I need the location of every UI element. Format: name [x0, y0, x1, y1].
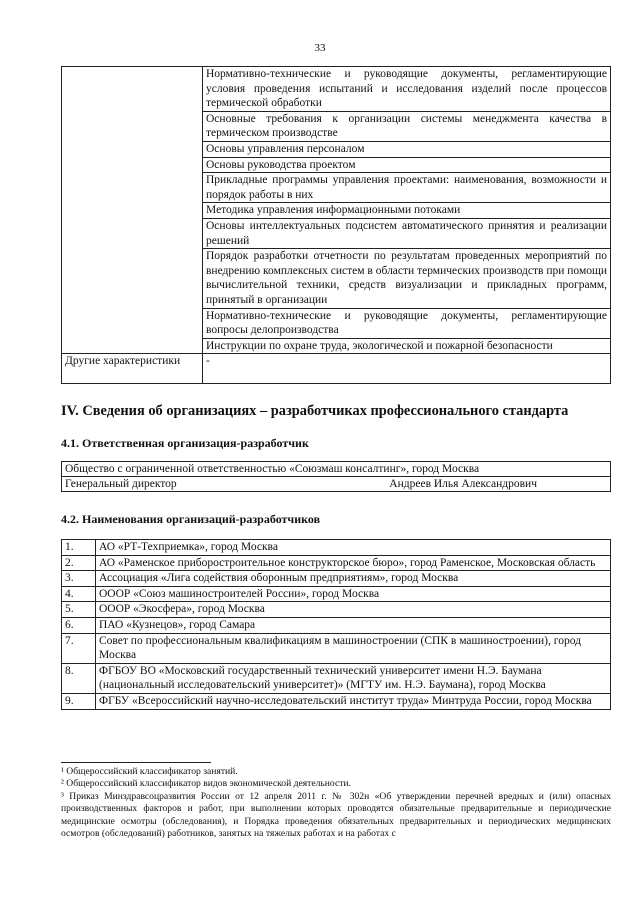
footnote: ³ Приказ Минздравсоцразвития России от 12 апреля 2011 г. № 302н «Об утверждении перечней вредных и (или) опасных производственных факторов и работ, при выполнении которых проводятся обязательные предварительные и периодические медицинские осмотры (обследования), и Порядка проведения обязательных предварительных и периодических медицинских осмотров (обследований) работников, занятых на тяжелых работах и на работах с — [61, 790, 611, 840]
table-row — [62, 663, 611, 693]
row-number: 4. — [62, 586, 96, 602]
org-name: ОООР «Союз машиностроителей России», город Москва — [96, 586, 611, 602]
row-number: 3. — [62, 571, 96, 587]
footnote-divider — [61, 762, 211, 763]
knowledge-label-cell — [62, 67, 203, 354]
knowledge-item: Методика управления информационными потоками — [203, 203, 610, 219]
director-label: Генеральный директор — [65, 478, 177, 490]
developers-table — [61, 539, 611, 710]
row-number: 2. — [62, 555, 96, 571]
table-row — [62, 693, 611, 709]
director-name: Андреев Илья Александрович — [389, 478, 537, 490]
section-title: IV. Сведения об организациях – разработчиках профессионального стандарта — [61, 403, 569, 419]
row-number: 8. — [62, 663, 96, 693]
knowledge-item: Основные требования к организации системы менеджмента качества в термическом производстве — [203, 112, 610, 142]
knowledge-table — [61, 66, 611, 384]
table-row — [62, 633, 611, 663]
row-number: 5. — [62, 602, 96, 618]
org-name: ПАО «Кузнецов», город Самара — [96, 617, 611, 633]
responsible-org-table — [61, 461, 611, 492]
table-row — [62, 602, 611, 618]
director-row — [62, 477, 611, 492]
org-name: ФГБОУ ВО «Московский государственный технический университет имени Н.Э. Баумана (национальный исследовательский университет)» (МГТУ им. Н.Э. Баумана), город Москва — [96, 663, 611, 693]
org-name: ОООР «Экосфера», город Москва — [96, 602, 611, 618]
row-number: 7. — [62, 633, 96, 663]
table-row — [62, 586, 611, 602]
org-name: ФГБУ «Всероссийский научно-исследовательский институт труда» Минтруда России, город Москва — [96, 693, 611, 709]
org-name: Совет по профессиональным квалификациям в машиностроении (СПК в машиностроении), город Москва — [96, 633, 611, 663]
table-row — [62, 555, 611, 571]
org-name: Ассоциация «Лига содействия оборонным предприятиям», город Москва — [96, 571, 611, 587]
other-characteristics-label: Другие характеристики — [62, 354, 203, 384]
table-row — [62, 617, 611, 633]
org-name: АО «РТ-Техприемка», город Москва — [96, 540, 611, 556]
footnote: ² Общероссийский классификатор видов экономической деятельности. — [61, 778, 351, 790]
knowledge-item: Основы интеллектуальных подсистем автоматического принятия и реализации решений — [203, 219, 610, 249]
table-row — [62, 571, 611, 587]
responsible-org-name: Общество с ограниченной ответственностью «Союзмаш консалтинг», город Москва — [62, 462, 611, 477]
knowledge-items-cell — [203, 67, 611, 354]
footnote: ¹ Общероссийский классификатор занятий. — [61, 766, 238, 777]
row-number: 9. — [62, 693, 96, 709]
page-number: 33 — [314, 42, 326, 54]
row-number: 6. — [62, 617, 96, 633]
subsection-title-developers: 4.2. Наименования организаций-разработчиков — [61, 512, 321, 526]
table-row — [62, 540, 611, 556]
knowledge-item: Нормативно-технические и руководящие документы, регламентирующие вопросы делопроизводства — [203, 309, 610, 339]
knowledge-item: Инструкции по охране труда, экологической и пожарной безопасности — [206, 339, 553, 352]
org-name: АО «Раменское приборостроительное конструкторское бюро», город Раменское, Московская область — [96, 555, 611, 571]
knowledge-item: Основы руководства проектом — [203, 158, 610, 174]
row-number: 1. — [62, 540, 96, 556]
knowledge-item: Нормативно-технические и руководящие документы, регламентирующие условия проведения испытаний и исследования изделий после процессов термической обработки — [203, 67, 610, 112]
subsection-title-responsible: 4.1. Ответственная организация-разработчик — [61, 436, 309, 450]
knowledge-item: Порядок разработки отчетности по результатам проведенных мероприятий по внедрению комплексных систем в области термических производств при помощи вычислительной техники, средств визуализации и прикладных программ, принятый в организации — [203, 249, 610, 308]
knowledge-item: Основы управления персоналом — [203, 142, 610, 158]
knowledge-item: Прикладные программы управления проектами: наименования, возможности и порядок работы в них — [203, 173, 610, 203]
footnotes — [61, 766, 611, 840]
other-characteristics-value: - — [203, 354, 611, 384]
